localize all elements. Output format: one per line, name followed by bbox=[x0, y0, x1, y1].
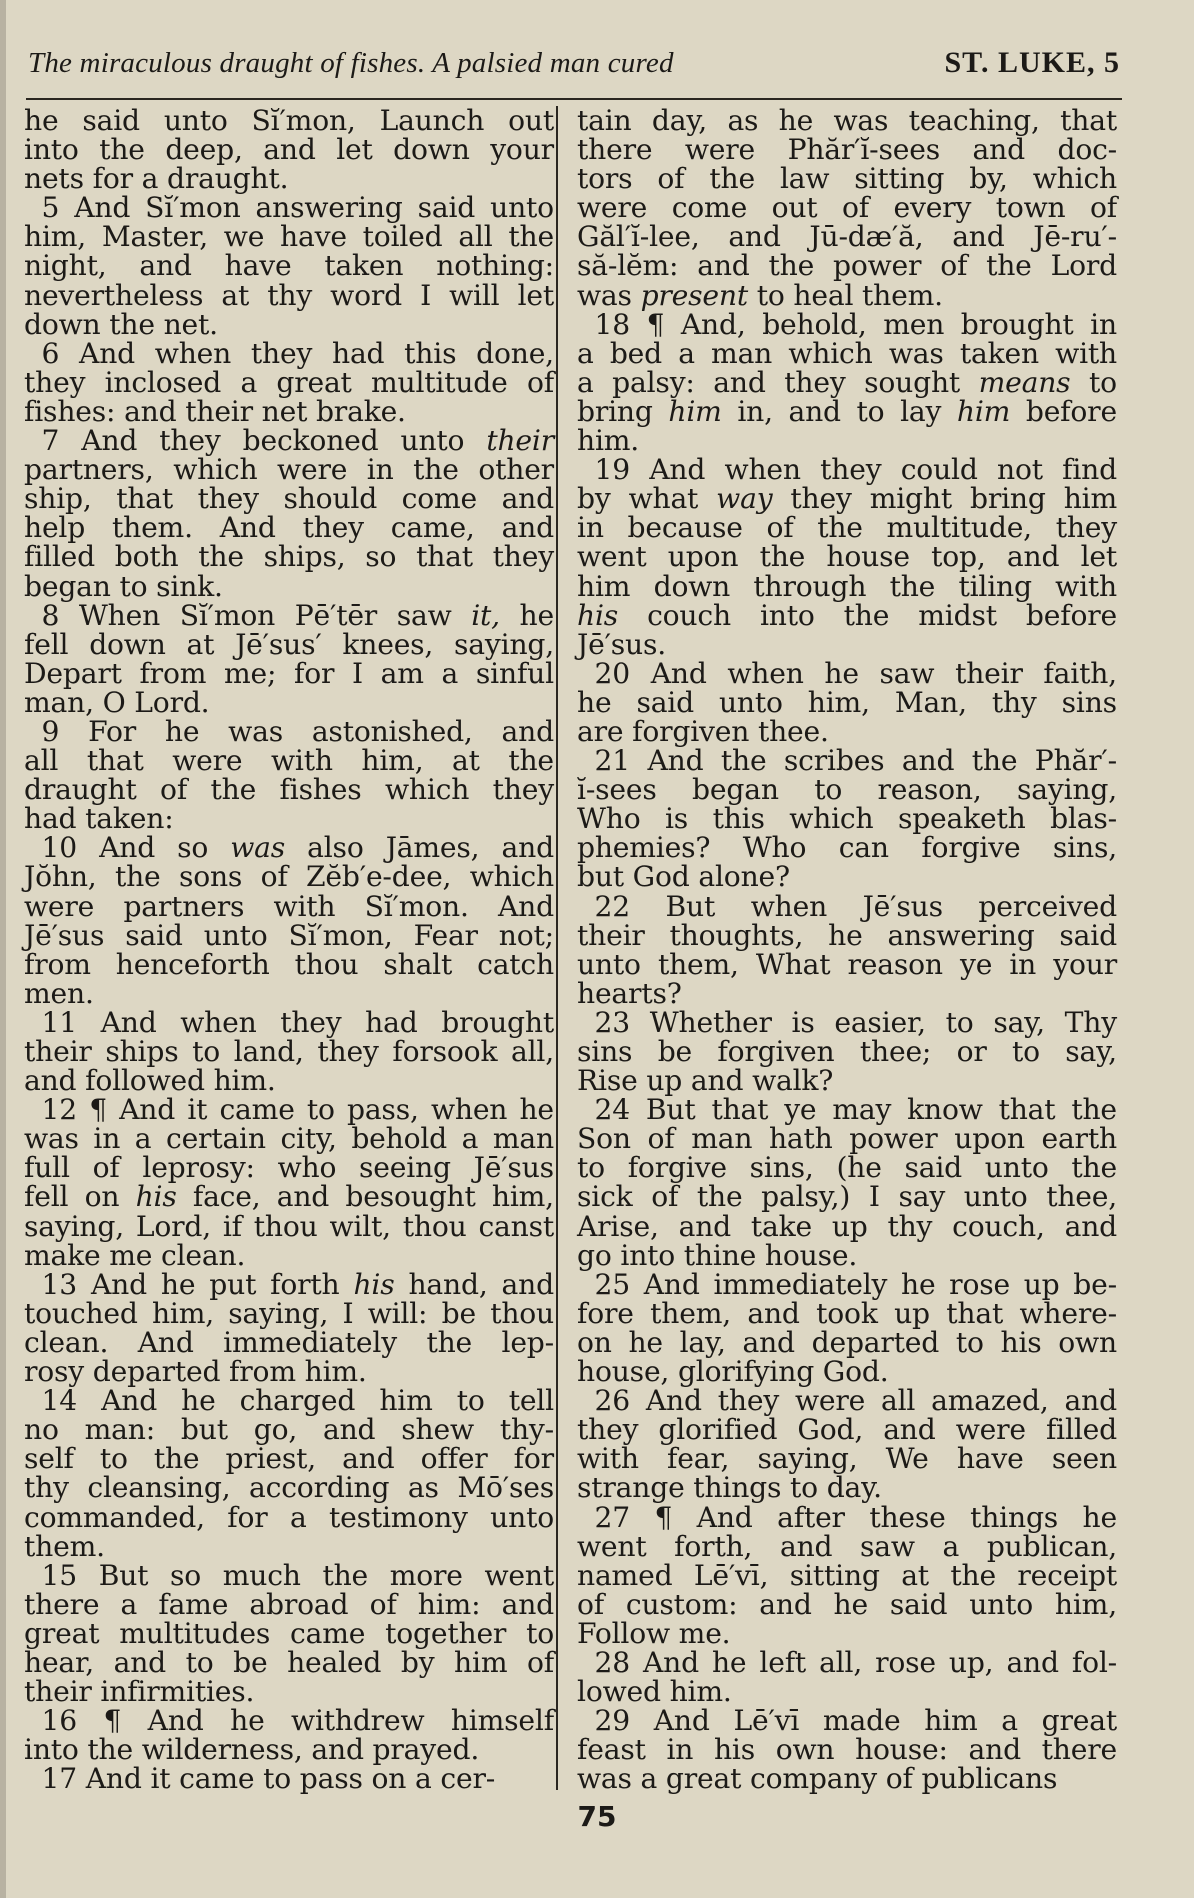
verse-line: began to sink. bbox=[24, 569, 223, 603]
page-number: 75 bbox=[577, 1800, 617, 1833]
verse-line: tain day, as he was teaching, that bbox=[577, 104, 1117, 137]
verse-line: 29 And Lē′vī made him a great bbox=[577, 1704, 1117, 1738]
verse-line: them. bbox=[24, 1529, 105, 1563]
verse-line: ship, that they should come and bbox=[24, 482, 554, 516]
verse-line: fore them, and took up that where- bbox=[577, 1296, 1117, 1330]
verse-line: Rise up and walk? bbox=[577, 1064, 834, 1098]
verse-line: men. bbox=[24, 976, 94, 1010]
verse-line: fishes: and their net brake. bbox=[24, 394, 406, 428]
verse-line: from henceforth thou shalt catch bbox=[24, 947, 554, 981]
verse-line: Arise, and take up thy couch, and bbox=[577, 1209, 1117, 1243]
verse-line: draught of the fishes which they bbox=[24, 773, 554, 807]
verse-line: hear, and to be healed by him of bbox=[24, 1645, 554, 1679]
verse-line: 27 ¶ And after these things he bbox=[577, 1500, 1117, 1534]
verse-line: fell down at Jē′sus′ knees, saying, bbox=[24, 627, 554, 661]
verse-line: 11 And when they had brought bbox=[24, 1005, 554, 1039]
verse-line: no man: but go, and shew thy- bbox=[24, 1413, 554, 1447]
verse-line: are forgiven thee. bbox=[577, 714, 829, 748]
verse-line: night, and have taken nothing: bbox=[24, 249, 554, 283]
verse-line: Jē′sus. bbox=[577, 627, 667, 661]
verse-line: 9 For he was astonished, and bbox=[24, 714, 554, 748]
page-edge bbox=[0, 0, 6, 1898]
verse-line: go into thine house. bbox=[577, 1238, 858, 1272]
verse-line: rosy departed from him. bbox=[24, 1355, 367, 1389]
verse-line: named Lē′vī, sitting at the receipt bbox=[577, 1558, 1117, 1592]
verse-line: house, glorifying God. bbox=[577, 1355, 889, 1389]
verse-line: there a fame abroad of him: and bbox=[24, 1587, 554, 1621]
verse-line: sins be forgiven thee; or to say, bbox=[577, 1035, 1117, 1068]
verse-line: 17 And it came to pass on a cer- bbox=[24, 1762, 496, 1796]
verse-line: he said unto Sĭ′mon, Launch out bbox=[24, 104, 554, 137]
verse-line: was present to heal them. bbox=[577, 278, 943, 312]
verse-line: Son of man hath power upon earth bbox=[577, 1122, 1117, 1156]
verse-line: in because of the multitude, they bbox=[577, 511, 1117, 545]
verse-line: 25 And immediately he rose up be- bbox=[577, 1267, 1117, 1301]
verse-line: but God alone? bbox=[577, 860, 790, 894]
verse-line: there were Phăr′ĭ-sees and doc- bbox=[577, 133, 1117, 167]
verse-line: bring him in, and to lay him before bbox=[577, 394, 1117, 428]
column-divider bbox=[556, 106, 558, 1790]
verse-line: 12 ¶ And it came to pass, when he bbox=[24, 1093, 554, 1127]
verse-line: fell on his face, and besought him, bbox=[24, 1180, 554, 1214]
verse-line: Jē′sus said unto Sĭ′mon, Fear not; bbox=[24, 918, 554, 952]
verse-line: 18 ¶ And, behold, men brought in bbox=[577, 307, 1117, 341]
verse-line: great multitudes came together to bbox=[24, 1616, 554, 1650]
verse-line: went forth, and saw a publican, bbox=[577, 1529, 1117, 1563]
verse-line: tors of the law sitting by, which bbox=[577, 162, 1117, 196]
verse-line: unto them, What reason ye in your bbox=[577, 947, 1117, 981]
verse-line: with fear, saying, We have seen bbox=[577, 1442, 1117, 1476]
verse-line: full of leprosy: who seeing Jē′sus bbox=[24, 1151, 554, 1185]
header-book-chapter: ST. LUKE, 5 bbox=[944, 46, 1120, 79]
verse-line: their ships to land, they forsook all, bbox=[24, 1035, 554, 1068]
verse-line: lowed him. bbox=[577, 1675, 732, 1709]
verse-line: commanded, for a testimony unto bbox=[24, 1500, 554, 1534]
verse-line: of custom: and he said unto him, bbox=[577, 1587, 1117, 1621]
verse-line: 7 And they beckoned unto their bbox=[24, 424, 554, 458]
verse-line: Jŏhn, the sons of Zĕb′e-dee, which bbox=[24, 860, 554, 894]
verse-line: their thoughts, he answering said bbox=[577, 918, 1117, 952]
verse-line: went upon the house top, and let bbox=[577, 540, 1117, 574]
verse-line: 20 And when he saw their faith, bbox=[577, 656, 1117, 690]
verse-line: Depart from me; for I am a sinful bbox=[24, 656, 554, 690]
verse-line: they inclosed a great multitude of bbox=[24, 365, 554, 399]
verse-line: 6 And when they had this done, bbox=[24, 336, 554, 370]
verse-line: Who is this which speaketh blas- bbox=[577, 802, 1117, 836]
verse-line: into the wilderness, and prayed. bbox=[24, 1733, 480, 1767]
verse-line: 5 And Sĭ′mon answering said unto bbox=[24, 191, 554, 225]
verse-line: hearts? bbox=[577, 976, 682, 1010]
verse-line: a palsy: and they sought means to bbox=[577, 365, 1117, 399]
verse-line: feast in his own house: and there bbox=[577, 1733, 1117, 1767]
running-header bbox=[28, 46, 1120, 96]
verse-line: touched him, saying, I will: be thou bbox=[24, 1296, 554, 1330]
verse-line: 22 But when Jē′sus perceived bbox=[577, 889, 1117, 923]
verse-line: saying, Lord, if thou wilt, thou canst bbox=[24, 1209, 554, 1243]
verse-line: he said unto him, Man, thy sins bbox=[577, 685, 1117, 719]
verse-line: phemies? Who can forgive sins, bbox=[577, 831, 1117, 865]
verse-line: make me clean. bbox=[24, 1238, 246, 1272]
verse-line: help them. And they came, and bbox=[24, 511, 554, 545]
verse-line: self to the priest, and offer for bbox=[24, 1442, 554, 1476]
verse-line: ĭ-sees began to reason, saying, bbox=[577, 773, 1117, 807]
verse-line: strange things to day. bbox=[577, 1471, 882, 1505]
verse-line: down the net. bbox=[24, 307, 218, 341]
verse-line: Găl′ĭ-lee, and Jū-dæ′ă, and Jē-ru′- bbox=[577, 220, 1117, 254]
verse-line: him, Master, we have toiled all the bbox=[24, 220, 554, 254]
verse-line: into the deep, and let down your bbox=[24, 133, 554, 167]
verse-line: had taken: bbox=[24, 802, 174, 836]
verse-line: partners, which were in the other bbox=[24, 453, 554, 487]
header-rule bbox=[26, 98, 1122, 100]
verse-line: 8 When Sĭ′mon Pē′tēr saw it, he bbox=[24, 598, 554, 632]
verse-line: 26 And they were all amazed, and bbox=[577, 1384, 1117, 1418]
verse-line: filled both the ships, so that they bbox=[24, 540, 554, 574]
verse-line: nets for a draught. bbox=[24, 162, 289, 196]
verse-line: their infirmities. bbox=[24, 1675, 255, 1709]
verse-line: were partners with Sĭ′mon. And bbox=[24, 889, 554, 923]
verse-line: on he lay, and departed to his own bbox=[577, 1325, 1117, 1359]
verse-line: was in a certain city, behold a man bbox=[24, 1122, 554, 1156]
verse-line: Follow me. bbox=[577, 1616, 731, 1650]
verse-line: were come out of every town of bbox=[577, 191, 1117, 225]
verse-line: 19 And when they could not find bbox=[577, 453, 1117, 487]
verse-line: 14 And he charged him to tell bbox=[24, 1384, 554, 1418]
verse-line: 15 But so much the more went bbox=[24, 1558, 554, 1592]
verse-line: sick of the palsy,) I say unto thee, bbox=[577, 1180, 1117, 1214]
verse-line: was a great company of publicans bbox=[577, 1762, 1058, 1796]
verse-line: him. bbox=[577, 424, 640, 458]
verse-line: 21 And the scribes and the Phăr′- bbox=[577, 744, 1117, 778]
verse-line: all that were with him, at the bbox=[24, 744, 554, 778]
verse-line: să-lĕm: and the power of the Lord bbox=[577, 249, 1117, 283]
verse-line: by what way they might bring him bbox=[577, 482, 1117, 516]
verse-line: 13 And he put forth his hand, and bbox=[24, 1267, 554, 1301]
verse-line: 28 And he left all, rose up, and fol- bbox=[577, 1645, 1117, 1679]
verse-line: and followed him. bbox=[24, 1064, 276, 1098]
verse-line: his couch into the midst before bbox=[577, 598, 1117, 632]
verse-line: 24 But that ye may know that the bbox=[577, 1093, 1117, 1127]
verse-line: 10 And so was also Jāmes, and bbox=[24, 831, 554, 865]
verse-line: a bed a man which was taken with bbox=[577, 336, 1117, 370]
verse-line: thy cleansing, according as Mō′ses bbox=[24, 1471, 554, 1505]
verse-line: clean. And immediately the lep- bbox=[24, 1325, 554, 1359]
header-topic: The miraculous draught of fishes. A palsied man cured bbox=[28, 47, 674, 79]
verse-line: him down through the tiling with bbox=[577, 569, 1117, 603]
right-column bbox=[577, 104, 1117, 1796]
verse-line: 23 Whether is easier, to say, Thy bbox=[577, 1005, 1117, 1039]
verse-line: to forgive sins, (he said unto the bbox=[577, 1151, 1117, 1185]
verse-line: man, O Lord. bbox=[24, 685, 210, 719]
verse-line: they glorified God, and were filled bbox=[577, 1413, 1117, 1447]
left-column bbox=[24, 104, 554, 1796]
verse-line: 16 ¶ And he withdrew himself bbox=[24, 1704, 554, 1738]
verse-line: nevertheless at thy word I will let bbox=[24, 278, 554, 312]
